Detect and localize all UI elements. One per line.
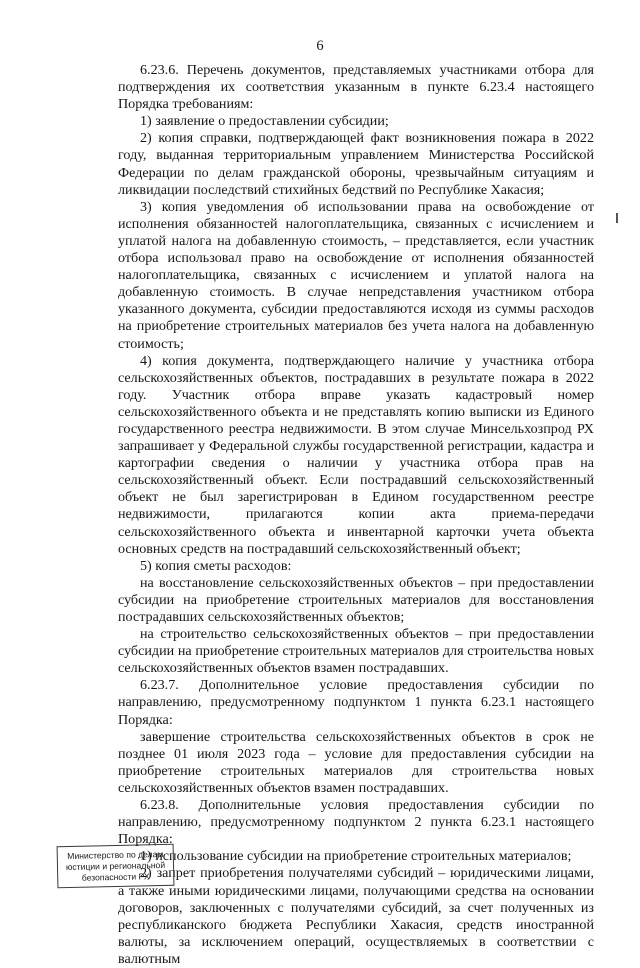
paragraph-6-23-7: 6.23.7. Дополнительное условие предоставления субсидии по направлению, предусмотренному подпунктом 1 пункта 6.23.1 настоящего Порядка: [118,677,594,728]
stamp-line-3: безопасности РХ [81,871,150,883]
registration-stamp [57,844,175,888]
stamp-line-1: Министерство по делам [67,848,164,862]
paragraph-restoration: на восстановление сельскохозяйственных объектов – при предоставлении субсидии на приобретение строительных материалов для восстановления пострадавших сельскохозяйственных объектов; [118,574,594,625]
document-body [118,62,594,968]
paragraph-condition-2: 2) запрет приобретения получателями субсидий – юридическими лицами, а также иными юридическими лицами, получающими средства на основании договоров, заключенных с получателями субсидий, за счет полученных из республиканского бюджета Республики Хакасия, средств иностранной валюты, за исключением операций, осуществляемых в соответствии с валютным [118,865,594,967]
paragraph-item-5: 5) копия сметы расходов: [140,557,292,574]
paragraph-item-3: 3) копия уведомления об использовании права на освобождение от исполнения обязанностей налогоплательщика, связанных с исчислением и уплатой налога на добавленную стоимость, – представляется, если участник отбора использовал право на освобождение от исполнения обязанностей налогоплательщика, связанных с исчислением и уплатой налога на добавленную стоимость. В случае непредставления участником отбора указанного документа, субсидии предоставляются исходя из суммы расходов на приобретение строительных материалов без учета налога на добавленную стоимость; [118,198,594,352]
paragraph-6-23-6: 6.23.6. Перечень документов, представляемых участниками отбора для подтверждения их соответствия указанным в пункте 6.23.4 настоящего Порядка требованиям: [118,62,594,113]
page-number: 6 [316,38,324,54]
paragraph-6-23-8: 6.23.8. Дополнительные условия предоставления субсидии по направлению, предусмотренному подпунктом 2 пункта 6.23.1 настоящего Порядка: [118,797,594,848]
paragraph-item-4: 4) копия документа, подтверждающего наличие у участника отбора сельскохозяйственных объектов, пострадавших в результате пожара в 2022 году. Участник отбора вправе указать кадастровый номер сельскохозяйственного объекта и не представлять копию выписки из Единого государственного реестра недвижимости. В этом случае Минсельхозпрод РХ запрашивает у Федеральной службы государственной регистрации, кадастра и картографии сведения о наличии у участника отбора прав на сельскохозяйственный объект. Если пострадавший сельскохозяйственный объект не был зарегистрирован в Едином государственном реестре недвижимости, прилагаются копии акта приема-передачи сельскохозяйственного объекта и инвентарной карточки учета объекта основных средств на пострадавший сельскохозяйственный объект; [118,352,594,557]
paragraph-construction: на строительство сельскохозяйственных объектов – при предоставлении субсидии на приобретение строительных материалов для строительства новых сельскохозяйственных объектов взамен пострадавших. [118,626,594,677]
paragraph-condition-1: 1) использование субсидии на приобретение строительных материалов; [140,848,572,865]
stamp-line-2: юстиции и региональной [65,859,166,873]
paragraph-item-2: 2) копия справки, подтверждающей факт возникновения пожара в 2022 году, выданная территориальным управлением Министерства Российской Федерации по делам гражданской обороны, чрезвычайным ситуациям и ликвидации последствий стихийных бедствий по Республике Хакасия; [118,130,594,198]
paragraph-item-1: 1) заявление о предоставлении субсидии; [140,113,389,130]
paragraph-completion-condition: завершение строительства сельскохозяйственных объектов в срок не позднее 01 июля 2023 года – условие для предоставления субсидии на приобретение строительных материалов для строительства новых сельскохозяйственных объектов взамен пострадавших. [118,728,594,796]
scan-mark [616,213,618,223]
